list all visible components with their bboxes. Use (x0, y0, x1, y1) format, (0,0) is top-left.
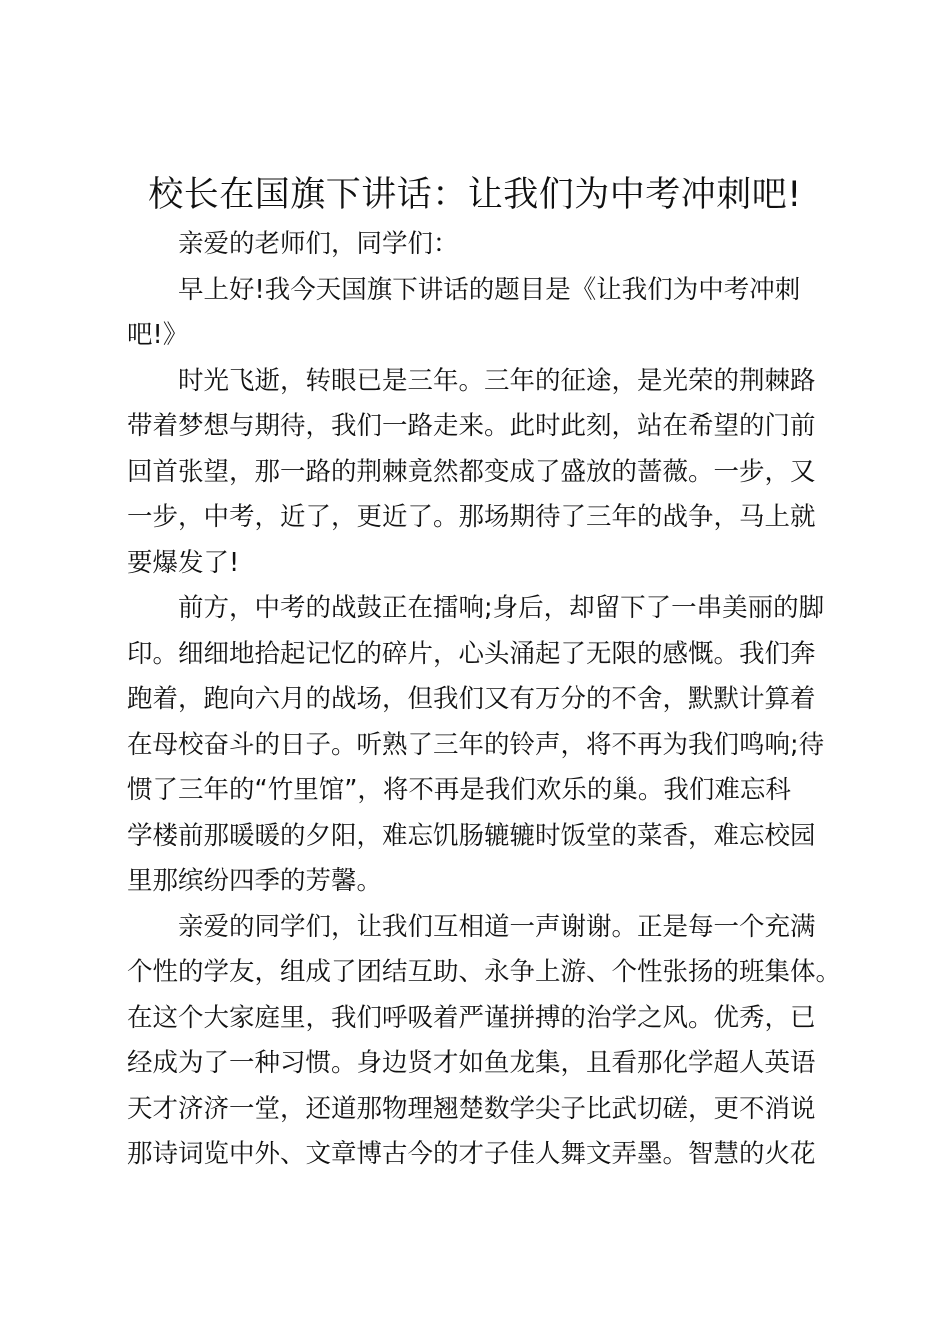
text-line: 亲爱的同学们，让我们互相道一声谢谢。正是每一个充满 (178, 911, 816, 942)
text-line: 吧!》 (127, 320, 189, 350)
text-line: 天才济济一堂，还道那物理翘楚数学尖子比武切磋，更不消说 (127, 1093, 816, 1124)
text-line: 个性的学友，组成了团结互助、永争上游、个性张扬的班集体。 (127, 957, 842, 987)
text-line: 学楼前那暖暖的夕阳，难忘饥肠辘辘时饭堂的菜香，难忘校园 (127, 820, 816, 851)
text-line: 那诗词览中外、文章博古今的才子佳人舞文弄墨。智慧的火花 (127, 1139, 816, 1169)
text-line: 要爆发了! (127, 547, 240, 578)
text-line: 印。细细地拾起记忆的碎片，心头涌起了无限的感慨。我们奔 (127, 638, 816, 669)
text-line: 在母校奋斗的日子。听熟了三年的铃声，将不再为我们鸣响;待 (127, 729, 825, 760)
document-body (127, 222, 842, 1178)
text-line: 前方，中考的战鼓正在擂响;身后，却留下了一串美丽的脚 (178, 593, 825, 623)
text-line: 跑着，跑向六月的战场，但我们又有万分的不舍，默默计算着 (127, 684, 816, 714)
greeting-line: 亲爱的老师们，同学们： (178, 229, 459, 259)
text-line: 在这个大家庭里，我们呼吸着严谨拼搏的治学之风。优秀，已 (127, 1002, 816, 1033)
text-line: 一步，中考，近了，更近了。那场期待了三年的战争，马上就 (127, 502, 816, 532)
document-title: 校长在国旗下讲话：让我们为中考冲刺吧! (148, 175, 802, 215)
text-line: 里那缤纷四季的芳馨。 (127, 866, 383, 896)
text-line: 带着梦想与期待，我们一路走来。此时此刻，站在希望的门前 (127, 411, 816, 441)
text-line: 惯了三年的“竹里馆”，将不再是我们欢乐的巢。我们难忘科 (127, 775, 791, 805)
text-line: 回首张望，那一路的荆棘竟然都变成了盛放的蔷薇。一步，又 (127, 456, 816, 487)
text-line: 时光飞逝，转眼已是三年。三年的征途，是光荣的荆棘路 (178, 365, 816, 396)
text-line: 经成为了一种习惯。身边贤才如鱼龙集，且看那化学超人英语 (127, 1048, 816, 1078)
text-line: 早上好!我今天国旗下讲话的题目是《让我们为中考冲刺 (178, 274, 801, 305)
